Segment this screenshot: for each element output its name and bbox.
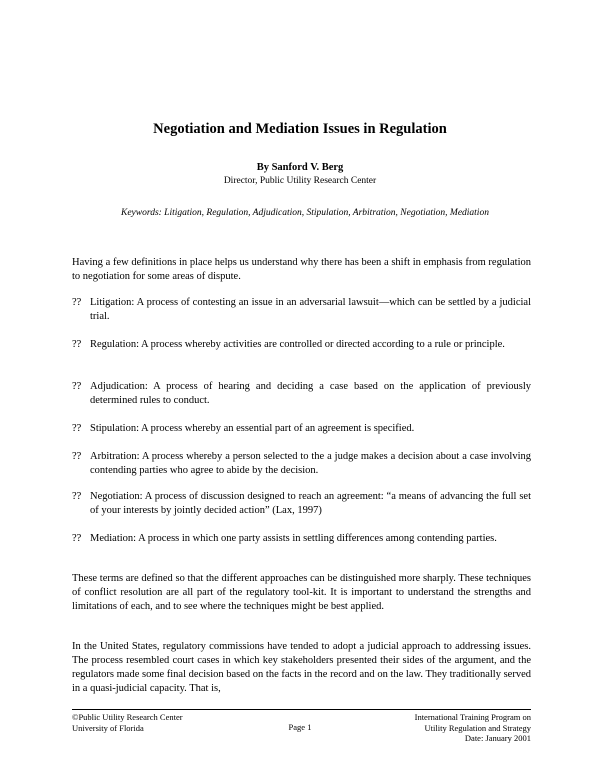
intro-paragraph: Having a few definitions in place helps us understand why there has been a shift in emphasis from regulation to negotiation for some areas of dispute. (72, 257, 531, 282)
footer-divider (72, 709, 531, 710)
footer-right (381, 712, 531, 744)
page-number: Page 1 (288, 722, 312, 732)
bullet-marker: ?? (72, 533, 82, 544)
bullet-marker: ?? (72, 339, 82, 350)
definition-item (72, 422, 531, 436)
author-line: By Sanford V. Berg (256, 162, 344, 173)
footer-program: International Training Program on (414, 712, 531, 722)
definition-text: Adjudication: A process of hearing and deciding a case based on the application of previously determined rules to conduct. (90, 381, 531, 406)
definition-item (72, 532, 531, 546)
definition-item (72, 450, 531, 478)
document-title: Negotiation and Mediation Issues in Regulation (153, 121, 447, 137)
definition-item (72, 380, 531, 408)
footer-institution: University of Florida (72, 722, 144, 733)
definition-item (72, 296, 531, 324)
footer-program-subtitle: Utility Regulation and Strategy (424, 722, 531, 733)
author-affiliation: Director, Public Utility Research Center (223, 176, 377, 186)
bullet-marker: ?? (72, 451, 82, 462)
definition-text: Arbitration: A process whereby a person selected to the a judge makes a decision about a case involving contending parties who agree to abide by the decision. (90, 451, 531, 476)
definition-text: Mediation: A process in which one party assists in settling differences among contending parties. (90, 533, 497, 544)
definition-text: Stipulation: A process whereby an essential part of an agreement is specified. (90, 423, 415, 434)
definition-item (72, 490, 531, 518)
bullet-marker: ?? (72, 297, 82, 308)
definition-item (72, 338, 531, 352)
bullet-marker: ?? (72, 423, 82, 434)
body-paragraph: These terms are defined so that the different approaches can be distinguished more sharply. These techniques of conflict resolution are all part of the regulatory tool-kit. It is important to understand the strengths and limitations of each, and to see where the techniques might be best applied. (72, 573, 531, 612)
definition-text: Litigation: A process of contesting an issue in an adversarial lawsuit—which can be settled by a judicial trial. (90, 297, 531, 322)
definition-text: Negotiation: A process of discussion designed to reach an agreement: “a means of advancing the full set of your interests by jointly decided action” (Lax, 1997) (90, 491, 531, 516)
body-paragraph: In the United States, regulatory commissions have tended to adopt a judicial approach to addressing issues. The process resembled court cases in which key stakeholders presented their sides of the argument, and the regulators made some final decision based on the facts in the record and on the law. They traditionally served in a quasi-judicial capacity. That is, (72, 641, 531, 694)
footer-copyright: ©Public Utility Research Center (72, 712, 183, 722)
footer-date: Date: January 2001 (464, 733, 531, 743)
bullet-marker: ?? (72, 491, 82, 502)
keywords-line: Keywords: Litigation, Regulation, Adjudication, Stipulation, Arbitration, Negotiation, Mediation (121, 208, 489, 218)
bullet-marker: ?? (72, 381, 82, 392)
definition-text: Regulation: A process whereby activities are controlled or directed according to a rule or principle. (90, 339, 505, 350)
